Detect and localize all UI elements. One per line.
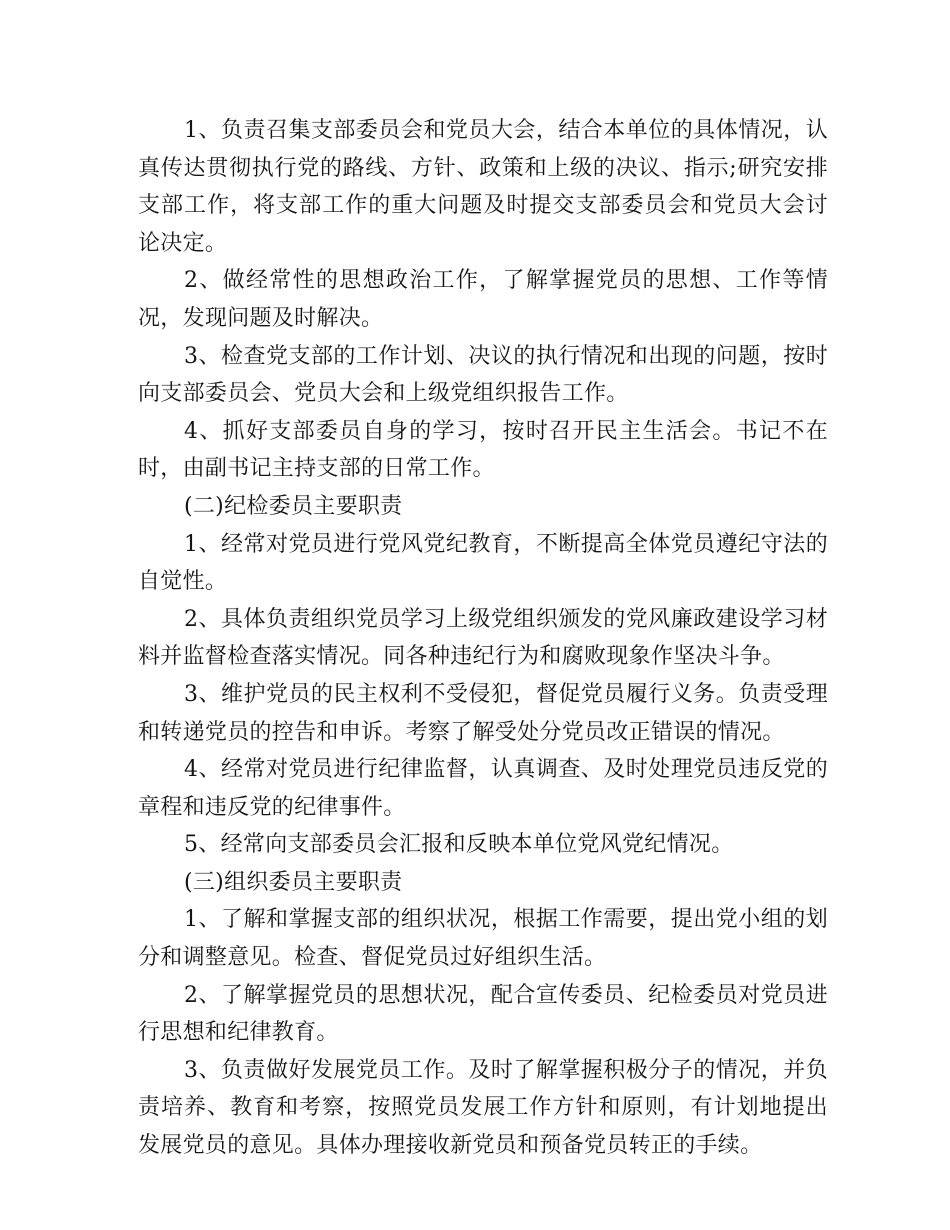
paragraph-discipline-duty-5: 5、经常向支部委员会汇报和反映本单位党风党纪情况。 <box>184 832 734 858</box>
paragraph-organization-duty-1: 1、了解和掌握支部的组织状况，根据工作需要，提出党小组的划分和调整意见。检查、督促党员过好组织生活。 <box>138 907 828 971</box>
paragraph-secretary-duty-1: 1、负责召集支部委员会和党员大会，结合本单位的具体情况，认真传达贯彻执行党的路线、方针、政策和上级的决议、指示;研究安排支部工作，将支部工作的重大问题及时提交支部委员会和党员大会讨论决定。 <box>138 118 828 256</box>
paragraph-discipline-duty-3: 3、维护党员的民主权利不受侵犯，督促党员履行义务。负责受理和转递党员的控告和申诉。考察了解受处分党员改正错误的情况。 <box>138 681 828 745</box>
paragraph-organization-duty-3: 3、负责做好发展党员工作。及时了解掌握积极分子的情况，并负责培养、教育和考察，按照党员发展工作方针和原则，有计划地提出发展党员的意见。具体办理接收新党员和预备党员转正的手续。 <box>138 1057 828 1159</box>
paragraph-secretary-duty-2: 2、做经常性的思想政治工作，了解掌握党员的思想、工作等情况，发现问题及时解决。 <box>138 268 828 331</box>
paragraph-discipline-duty-4: 4、经常对党员进行纪律监督，认真调查、及时处理党员违反党的章程和违反党的纪律事件。 <box>138 757 828 820</box>
paragraph-discipline-duty-1: 1、经常对党员进行党风党纪教育，不断提高全体党员遵纪守法的自觉性。 <box>138 531 828 595</box>
document-body <box>138 112 828 1165</box>
paragraph-secretary-duty-4: 4、抓好支部委员自身的学习，按时召开民主生活会。书记不在时，由副书记主持支部的日常工作。 <box>138 418 828 482</box>
paragraph-discipline-duty-2: 2、具体负责组织党员学习上级党组织颁发的党风廉政建设学习材料并监督检查落实情况。同各种违纪行为和腐败现象作坚决斗争。 <box>138 606 828 670</box>
paragraph-organization-duty-2: 2、了解掌握党员的思想状况，配合宣传委员、纪检委员对党员进行思想和纪律教育。 <box>138 982 828 1046</box>
paragraph-secretary-duty-3: 3、检查党支部的工作计划、决议的执行情况和出现的问题，按时向支部委员会、党员大会和上级党组织报告工作。 <box>138 343 828 407</box>
section-heading-organization: (三)组织委员主要职责 <box>184 869 403 895</box>
section-heading-discipline: (二)纪检委员主要职责 <box>184 493 403 519</box>
